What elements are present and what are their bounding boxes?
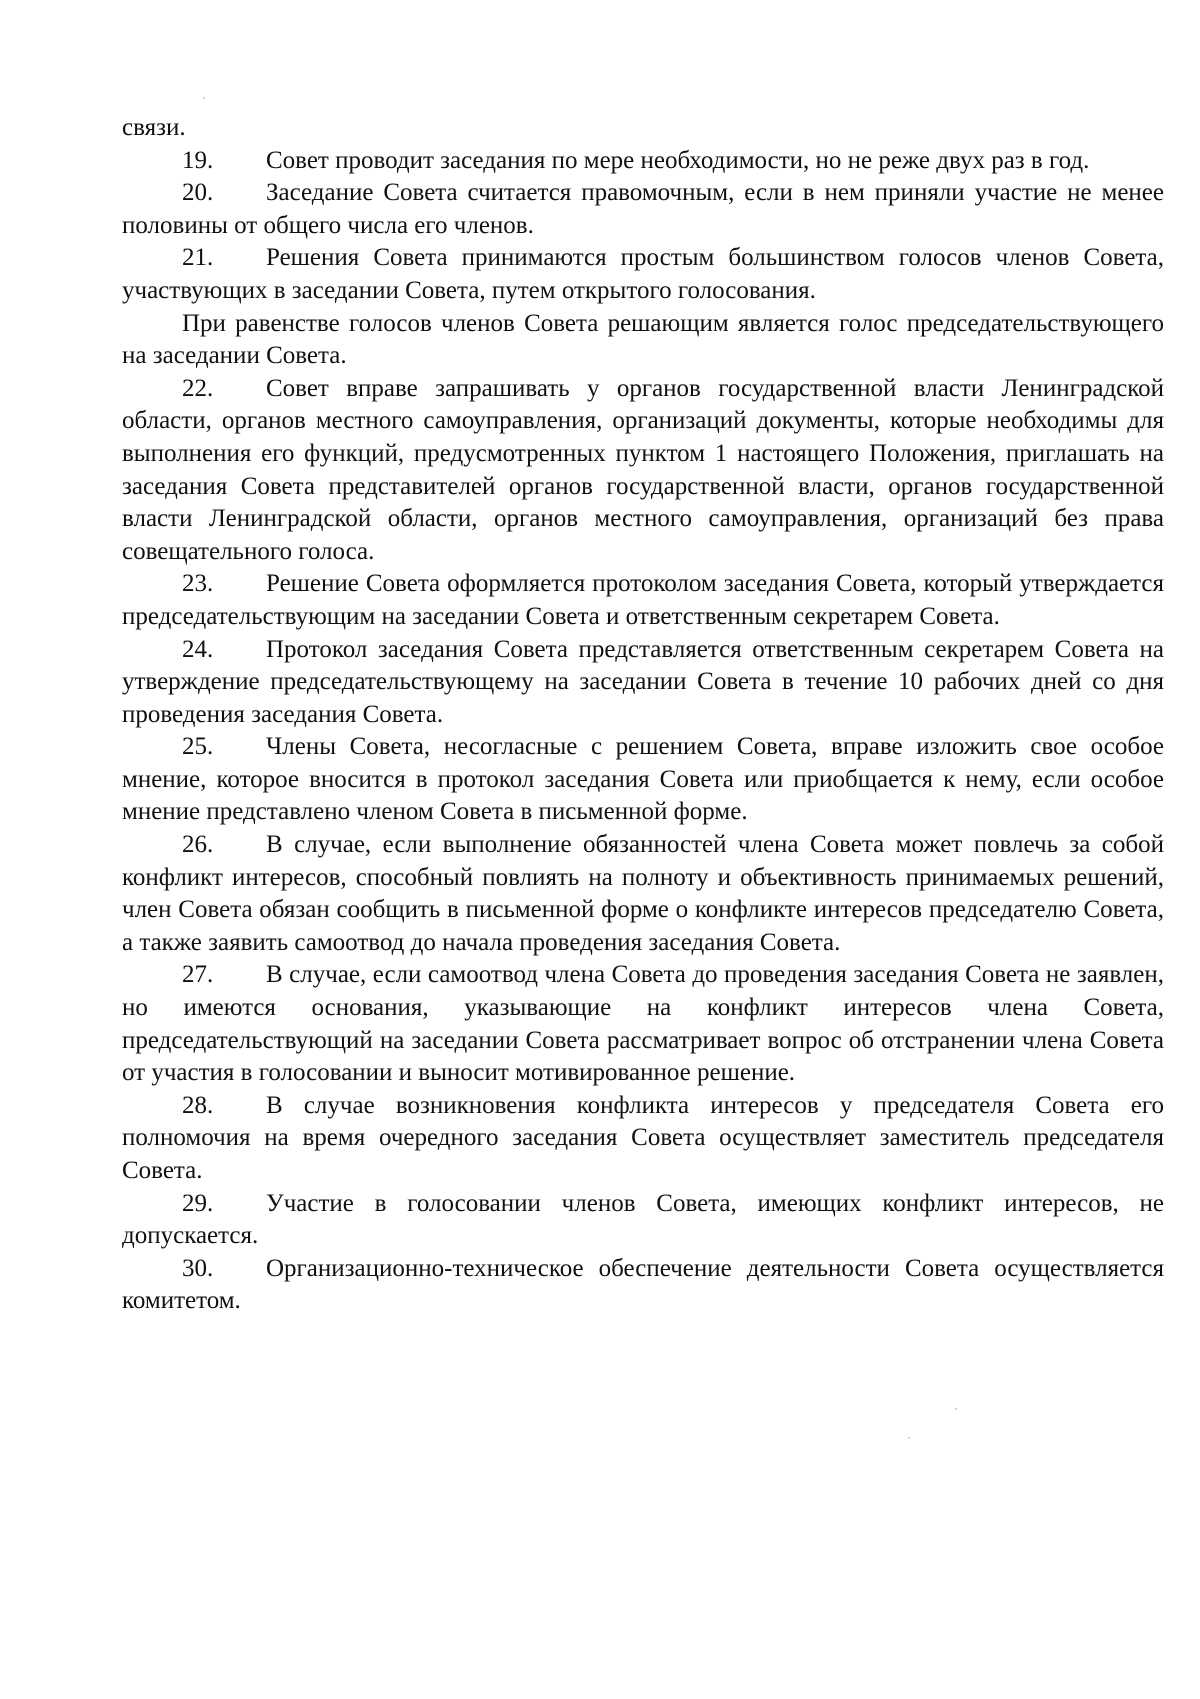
paragraph-text: Участие в голосовании членов Совета, имеющих конфликт интересов, не допускается. xyxy=(122,1189,1164,1250)
paragraph-text: Решение Совета оформляется протоколом заседания Совета, который утверждается председательствующим на заседании Совета и ответственным секретарем Совета. xyxy=(122,570,1164,630)
paragraph-text: Протокол заседания Совета представляется ответственным секретарем Совета на утверждение председательствующему на заседании Совета в течение 10 рабочих дней со дня проведения заседания Совета. xyxy=(122,635,1164,728)
paragraph-item xyxy=(122,177,1164,242)
paragraph-item xyxy=(122,242,1164,307)
paragraph-text: Члены Совета, несогласные с решением Совета, вправе изложить свое особое мнение, которое вносится в протокол заседания Совета или приобщается к нему, если особое мнение представлено членом Совета в письменной форме. xyxy=(122,733,1164,826)
paragraph-number: 28. xyxy=(182,1091,214,1119)
document-body xyxy=(122,112,1164,1318)
paragraph-text: Организационно-техническое обеспечение деятельности Совета осуществляется комитетом. xyxy=(122,1254,1164,1315)
paragraph-text: Решения Совета принимаются простым большинством голосов членов Совета, участвующих в заседании Совета, путем открытого голосования. xyxy=(122,244,1164,304)
paragraph-number: 20. xyxy=(182,179,214,207)
paragraph-text: В случае, если выполнение обязанностей члена Совета может повлечь за собой конфликт интересов, способный повлиять на полноту и объективность принимаемых решений, член Совета обязан сообщить в письменной форме о конфликте интересов председателю Совета, а также заявить самоотвод до начала проведения заседания Совета. xyxy=(122,831,1164,956)
paragraph-text: При равенстве голосов членов Совета решающим является голос председательствующего на заседании Совета. xyxy=(122,309,1164,370)
paragraph-item xyxy=(122,829,1164,959)
paragraph-item xyxy=(122,1090,1164,1188)
paragraph-number: 26. xyxy=(182,831,214,859)
paragraph-text: Заседание Совета считается правомочным, если в нем приняли участие не менее половины от общего числа его членов. xyxy=(122,179,1164,239)
lead-fragment: связи. xyxy=(122,114,186,141)
paragraph-item xyxy=(122,145,1164,178)
paragraph-text: В случае возникновения конфликта интересов у председателя Совета его полномочия на время очередного заседания Совета осуществляет заместитель председателя Совета. xyxy=(122,1091,1164,1184)
paragraph-list xyxy=(122,145,1164,1318)
paragraph-number: 27. xyxy=(182,961,214,989)
paragraph-item xyxy=(122,568,1164,633)
paragraph-number: 25. xyxy=(182,733,214,761)
paragraph-number: 30. xyxy=(182,1254,214,1282)
paragraph-item xyxy=(122,1253,1164,1318)
paragraph-text: В случае, если самоотвод члена Совета до проведения заседания Совета не заявлен, но имеются основания, указывающие на конфликт интересов члена Совета, председательствующий на заседании Совета рассматривает вопрос об отстранении члена Совета от участия в голосовании и выносит мотивированное решение. xyxy=(122,961,1164,1087)
paragraph-number: 23. xyxy=(182,570,214,598)
paragraph-item xyxy=(122,959,1164,1089)
paragraph-text: Совет вправе запрашивать у органов государственной власти Ленинградской области, органов местного самоуправления, организаций документы, которые необходимы для выполнения его функций, предусмотренных пунктом 1 настоящего Положения, приглашать на заседания Совета представителей органов государственной власти, органов государственной власти Ленинградской области, органов местного самоуправления, организаций без права совещательного голоса. xyxy=(122,374,1164,565)
paragraph-number: 24. xyxy=(182,635,214,663)
paragraph-number: 21. xyxy=(182,244,214,272)
paragraph-item xyxy=(122,634,1164,732)
paragraph-item xyxy=(122,731,1164,829)
scan-speck xyxy=(908,1437,910,1439)
paragraph-item xyxy=(122,308,1164,373)
paragraph-number: 22. xyxy=(182,374,214,402)
paragraph-text: Совет проводит заседания по мере необходимости, но не реже двух раз в год. xyxy=(266,146,1090,174)
paragraph-item xyxy=(122,373,1164,569)
paragraph-item xyxy=(122,1188,1164,1253)
scan-speck xyxy=(955,1408,957,1410)
scan-speck xyxy=(203,97,205,99)
paragraph-number: 29. xyxy=(182,1189,214,1217)
paragraph-number: 19. xyxy=(182,146,214,174)
